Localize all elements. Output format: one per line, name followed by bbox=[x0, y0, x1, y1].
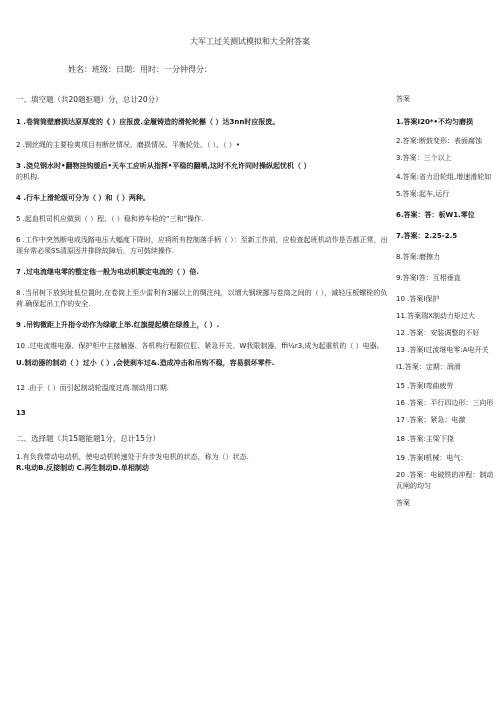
answer-item: 4.答案:省力沿轮组,增速滑轮如 bbox=[396, 173, 492, 181]
answers-heading: 答案 bbox=[396, 95, 410, 103]
answer-item: 8.答案:磨擦力 bbox=[396, 253, 441, 261]
answer-item: 2.答案:断鼓变形：表面腐蚀 bbox=[396, 137, 483, 145]
answer-item: 20 .答案：电破铁的冲程：制动瓦闸的均匀 bbox=[396, 471, 494, 490]
answer-item: 5.答案:起车,运行 bbox=[396, 190, 450, 198]
question-3: 3 .浇兑钢水时•翻物挂钩缓后•天车工应听从指挥•平稳的翻喷,这时不允许同时操纵起忧机（ ） bbox=[16, 162, 311, 170]
answer-item: 18 .答案:主梁下挠 bbox=[396, 435, 454, 443]
answer-item: 11.答案瑞X制动力矩过大 bbox=[396, 312, 475, 320]
answer-item: 6.答案：答：板W1.零位 bbox=[396, 211, 475, 219]
question-8: 8 .当吊树下放到址低位置时,在卷筒上至少雷利有3圈以上的绸注纯，以增大钢统挪与卷筒之间的（ ），减轻压板螺栓的负荷.确保起吊工作的安全. bbox=[16, 289, 388, 308]
mcq-question-1: 1.有负我带动电动机，使电动机转速处于弁步发电机的状态，称为（）状态. bbox=[16, 453, 249, 461]
section-heading-choice: 二、选择题（共15题能题1分，总计15分） bbox=[16, 434, 160, 443]
question-4: 4 .行车上滑轮级可分为（ ）和（ ）两种。 bbox=[16, 194, 150, 202]
answer-item: 13 .答案I过流继电零:A电开关 bbox=[396, 346, 489, 354]
answer-item: 17 .答案；紧急；电激 bbox=[396, 416, 466, 424]
question-6: 6 .工作中突然断电或浅路电压大幅度下降时，应将所有控制落手柄（ ）：至新工作前，应检查起班机动作是否都正常，出现弁常必须SS清原因并排除故障后，方可鼓续操作. bbox=[16, 236, 388, 255]
question-12: 12 .由于（ ）而引起制动轮温度过高.制动用口期. bbox=[16, 384, 170, 392]
mcq-options-1: R.电动B.反接制动 C.再生制动D.单相制动 bbox=[16, 464, 149, 472]
answer-item: 3.答案：三个以上 bbox=[396, 154, 452, 162]
student-info-line: 姓名：班级：日期：用时：一分钟得分： bbox=[68, 65, 212, 74]
answer-item: 答案 bbox=[396, 499, 410, 507]
question-2: 2 .钢丝绳的主要检爽项目有断丝情况、磨损情况、平衡轮处、（ ）、（ ）• bbox=[16, 141, 240, 149]
answer-item: 19 .答案I机械：电气： bbox=[396, 454, 468, 462]
answer-item: 7.答案：2.25-2.5 bbox=[396, 232, 458, 240]
answer-item: 16 .答案：平行四边形：三向形 bbox=[396, 399, 494, 407]
question-10: 10 .过电流维电器、保护柜中主接触器、各机构行程限位肛、紧急开关、W我限制器、ffi¼r3,成为起重机的（ ）电器。 bbox=[16, 342, 384, 350]
answer-item: 10 .答案I保护 bbox=[396, 295, 440, 303]
answer-item: 12 .答案：安装调整的不好 bbox=[396, 329, 480, 337]
question-11: U.制动器的制动（ ）过小（ ）,会使刹车过&.造成冲击和吊钩不稳，容易损坏零件. bbox=[16, 359, 275, 367]
question-7: 7 .过电流继电零的整定他一般为电动机额定电流的（ ）倍. bbox=[16, 268, 200, 276]
answer-item: 15 .答案I弯曲疲劳 bbox=[396, 382, 454, 390]
answer-item: 9.答案I答：互相垂直 bbox=[396, 274, 461, 282]
section-heading-fill: 一、填空题（共20题拒题）分，总计20分） bbox=[16, 95, 163, 104]
question-1: 1 .卷筒筒壁磨损达原厚度的《 ）应报废.金履铸造的滑轮轮槲（ ）达3nn时应报废。 bbox=[16, 118, 280, 126]
question-3-cont: 的机构. bbox=[16, 173, 40, 181]
answer-item: I1.答案：定期：润滑 bbox=[396, 363, 461, 371]
question-13: 13 bbox=[16, 409, 26, 417]
answer-column bbox=[396, 94, 494, 509]
document-title: 大军工过关测试模拟和大全附答案 bbox=[190, 37, 310, 46]
question-5: 5 .起血机司机应做到（ ）程、（ ）稳和停车检的“三和”操作. bbox=[16, 215, 204, 223]
answer-item: 1.答案I20*•不均匀磨损 bbox=[396, 118, 474, 126]
question-9: 9 .吊钩微距上升指令动作为绿歇上举.红旗提起横在绿推上，（ ）. bbox=[16, 321, 220, 329]
question-column bbox=[16, 94, 388, 474]
